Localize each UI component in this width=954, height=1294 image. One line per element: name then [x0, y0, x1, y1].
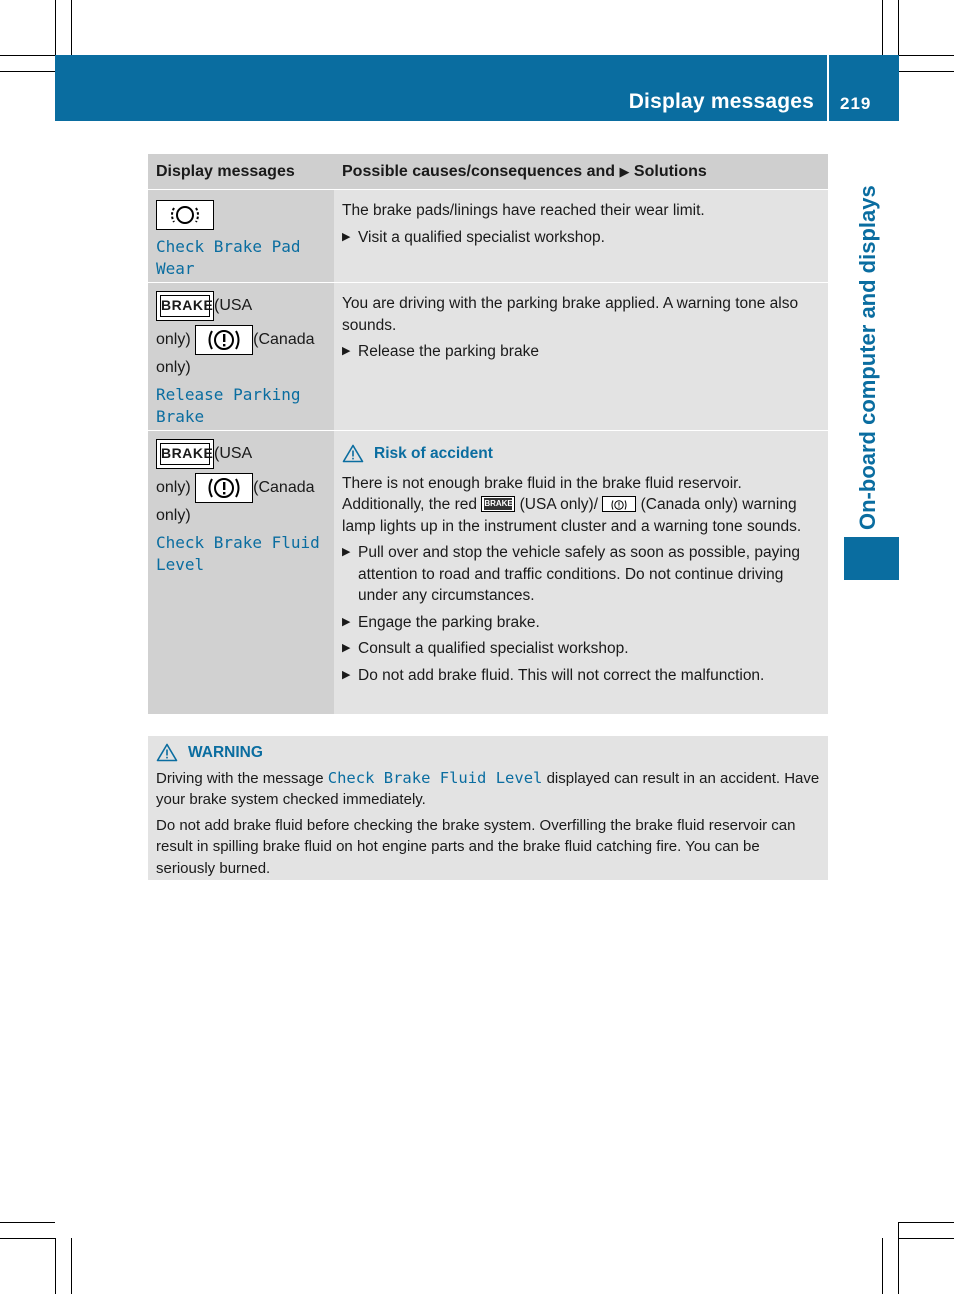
- arrow-right-icon: ▶: [342, 345, 351, 357]
- cause-text-a: There is not enough brake fluid in the brake fluid reservoir. Additionally, the red: [342, 474, 742, 513]
- warning-heading: [156, 742, 822, 764]
- crop-mark: [882, 1238, 883, 1294]
- brake-lamp-small-label: BRAKE: [484, 499, 513, 508]
- cause-text-c: (Canada only) warning lamp lights up in the instrument cluster and a warning tone sounds.: [342, 496, 802, 535]
- list-item: [342, 665, 822, 687]
- warning-paragraph: Do not add brake fluid before checking the brake system. Overfilling the brake fluid reservoir can result in spilling brake fluid on hot engine parts and the brake fluid catching fire. You can be seriously burned.: [156, 816, 796, 877]
- cause-text: You are driving with the parking brake applied. A warning tone also sounds.: [342, 295, 799, 334]
- message-cell: [148, 283, 334, 430]
- solution-cell: [334, 283, 828, 430]
- column-header-messages: Display messages: [156, 163, 295, 180]
- crop-mark: [899, 1222, 954, 1223]
- warning-title: WARNING: [188, 744, 263, 761]
- arrow-right-icon: ▶: [342, 615, 351, 628]
- solution-cell: [334, 431, 828, 714]
- solution-text: Release the parking brake: [358, 343, 539, 360]
- crop-mark: [0, 71, 55, 72]
- message-text: Check Brake Pad Wear: [156, 237, 301, 278]
- parking-brake-small-icon: [602, 496, 636, 512]
- warning-text-a: Driving with the message: [156, 769, 324, 787]
- table-row: [148, 430, 828, 714]
- table-header: [148, 154, 828, 189]
- list-item: [342, 638, 822, 660]
- brake-lamp-small-icon: [481, 496, 515, 512]
- list-item: [342, 612, 822, 634]
- brake-lamp-icon: [156, 291, 214, 321]
- display-messages-table: [148, 154, 828, 714]
- solution-text: Pull over and stop the vehicle safely as soon as possible, paying attention to road and traffic conditions. Do not continue driving under any circumstances.: [358, 544, 801, 604]
- canada-only-label: only): [156, 507, 191, 524]
- warning-text-b: displayed can result in an accident. Have your brake system checked immediately.: [156, 769, 820, 808]
- warning-paragraph: [156, 768, 822, 811]
- crop-mark: [55, 0, 56, 55]
- warning-box: [148, 736, 828, 880]
- solution-text: Visit a qualified specialist workshop.: [358, 228, 605, 246]
- lamp-line-canada: [156, 325, 328, 355]
- arrow-right-icon: ▶: [619, 164, 630, 179]
- crop-mark: [0, 55, 55, 56]
- brake-lamp-label: BRAKE: [160, 443, 210, 465]
- cause-text-b: (USA only)/: [519, 496, 599, 513]
- crop-mark: [899, 1238, 954, 1239]
- section-label: On-board computer and displays: [855, 185, 880, 530]
- brake-lamp-label: BRAKE: [160, 295, 210, 317]
- lamp-line-usa: [156, 291, 328, 321]
- crop-mark: [55, 1238, 56, 1294]
- table-row: [148, 189, 828, 282]
- crop-mark: [0, 1222, 55, 1223]
- crop-mark: [882, 0, 883, 55]
- section-tab: [844, 537, 899, 580]
- lamp-line-usa: [156, 439, 328, 469]
- arrow-right-icon: ▶: [342, 668, 351, 681]
- crop-mark: [71, 0, 72, 55]
- warning-triangle-icon: [342, 444, 364, 463]
- crop-mark: [71, 1238, 72, 1294]
- usa-only-label: only): [156, 331, 191, 349]
- list-item: [342, 227, 822, 249]
- solution-cell: [334, 190, 828, 282]
- usa-label: (USA: [214, 445, 253, 463]
- header-divider: [827, 55, 829, 121]
- table-row: [148, 282, 828, 430]
- solution-text: Engage the parking brake.: [358, 613, 540, 631]
- message-text: Release Parking Brake: [156, 385, 301, 426]
- crop-mark: [898, 1222, 899, 1294]
- column-header-causes-text: Possible causes/consequences and: [342, 163, 616, 180]
- brake-lamp-icon: [156, 439, 214, 469]
- cause-text: The brake pads/linings have reached their wear limit.: [342, 202, 705, 219]
- crop-mark: [899, 55, 954, 56]
- list-item: [342, 542, 822, 607]
- page-title: Display messages: [628, 90, 814, 113]
- crop-mark: [898, 0, 899, 55]
- column-header-solutions-text: Solutions: [633, 163, 707, 180]
- arrow-right-icon: ▶: [342, 546, 351, 558]
- canada-label: (Canada: [253, 479, 315, 497]
- message-text: Check Brake Fluid Level: [156, 533, 320, 574]
- solution-text: Do not add brake fluid. This will not correct the malfunction.: [358, 666, 765, 684]
- canada-only-label: only): [156, 359, 191, 376]
- usa-only-label: only): [156, 479, 191, 497]
- message-cell: [148, 190, 334, 282]
- usa-label: (USA: [214, 297, 253, 315]
- warning-triangle-icon: [156, 743, 178, 762]
- warning-message-text: Check Brake Fluid Level: [327, 768, 543, 787]
- crop-mark: [0, 1238, 55, 1239]
- arrow-right-icon: ▶: [342, 642, 351, 654]
- page-number: 219: [840, 94, 872, 113]
- message-cell: [148, 431, 334, 714]
- risk-title: Risk of accident: [374, 445, 493, 462]
- lamp-line-canada: [156, 473, 328, 503]
- cause-text: [342, 473, 822, 538]
- solution-text: Consult a qualified specialist workshop.: [358, 640, 629, 657]
- parking-brake-icon: [195, 473, 253, 503]
- column-header-causes: [334, 154, 828, 189]
- arrow-right-icon: ▶: [342, 230, 351, 243]
- crop-mark: [899, 71, 954, 72]
- canada-label: (Canada: [253, 331, 315, 349]
- list-item: [342, 341, 822, 363]
- risk-heading: [342, 443, 822, 465]
- parking-brake-icon: [195, 325, 253, 355]
- brake-pad-wear-icon: [156, 200, 214, 230]
